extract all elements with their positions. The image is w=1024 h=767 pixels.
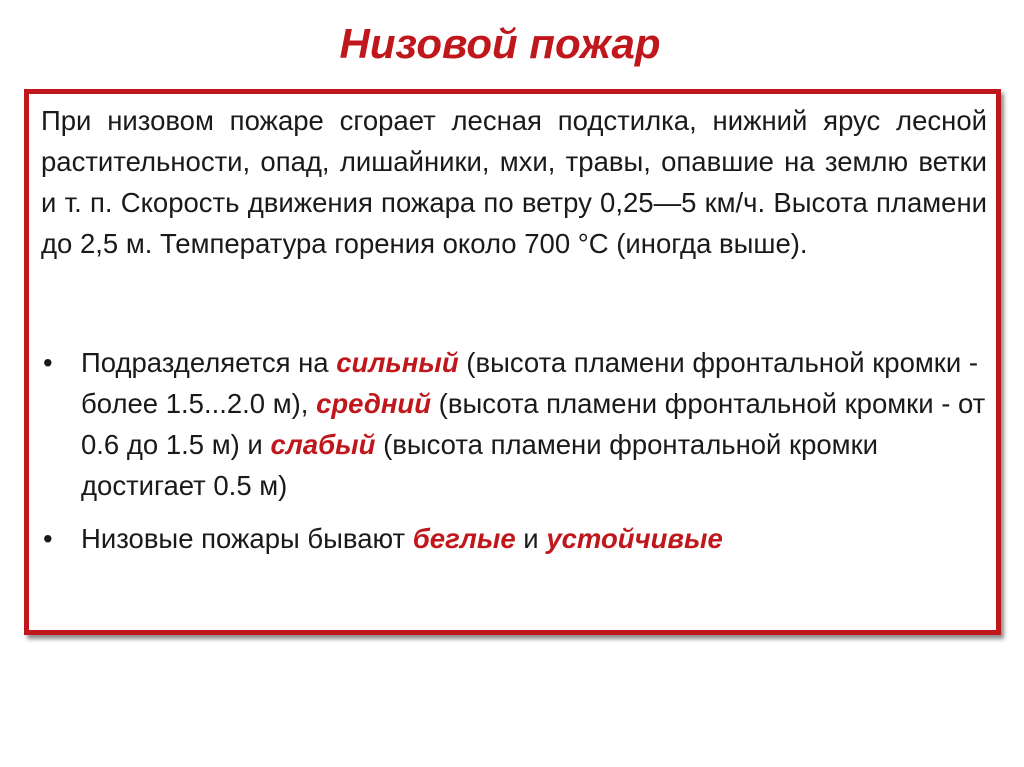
bullet-text: и: [515, 523, 547, 554]
term-steady: устойчивые: [546, 523, 723, 554]
bullet-icon: •: [43, 347, 53, 378]
bullet-text: Подразделяется на: [81, 347, 337, 378]
bullet-icon: •: [43, 523, 53, 554]
term-fleeting: беглые: [412, 523, 516, 554]
bullet-text: (высота пламени фронтальной кромки достигает 0.5 м): [81, 429, 878, 501]
bullet-text: Низовые пожары бывают: [81, 523, 413, 554]
content-frame: [24, 89, 1001, 635]
bullet-list: [41, 342, 987, 571]
slide-title: Низовой пожар: [339, 20, 661, 67]
term-weak: слабый: [270, 429, 376, 460]
term-strong: сильный: [336, 347, 459, 378]
term-medium: средний: [316, 388, 432, 419]
bullet-text: (высота пламени фронтальной кромки - более 1.5...2.0 м),: [81, 347, 978, 419]
bullet-item-types: [41, 342, 987, 506]
bullet-item-kinds: [41, 518, 987, 559]
intro-paragraph: При низовом пожаре сгорает лесная подстилка, нижний ярус лесной растительности, опад, лишайники, мхи, травы, опавшие на землю ветки и т. п. Скорость движения пожара по ветру 0,25—5 км/ч. Высота пламени до 2,5 м. Температура горения около 700 °С (иногда выше).: [41, 105, 987, 259]
bullet-text: (высота пламени фронтальной кромки - от 0.6 до 1.5 м) и: [81, 388, 986, 460]
